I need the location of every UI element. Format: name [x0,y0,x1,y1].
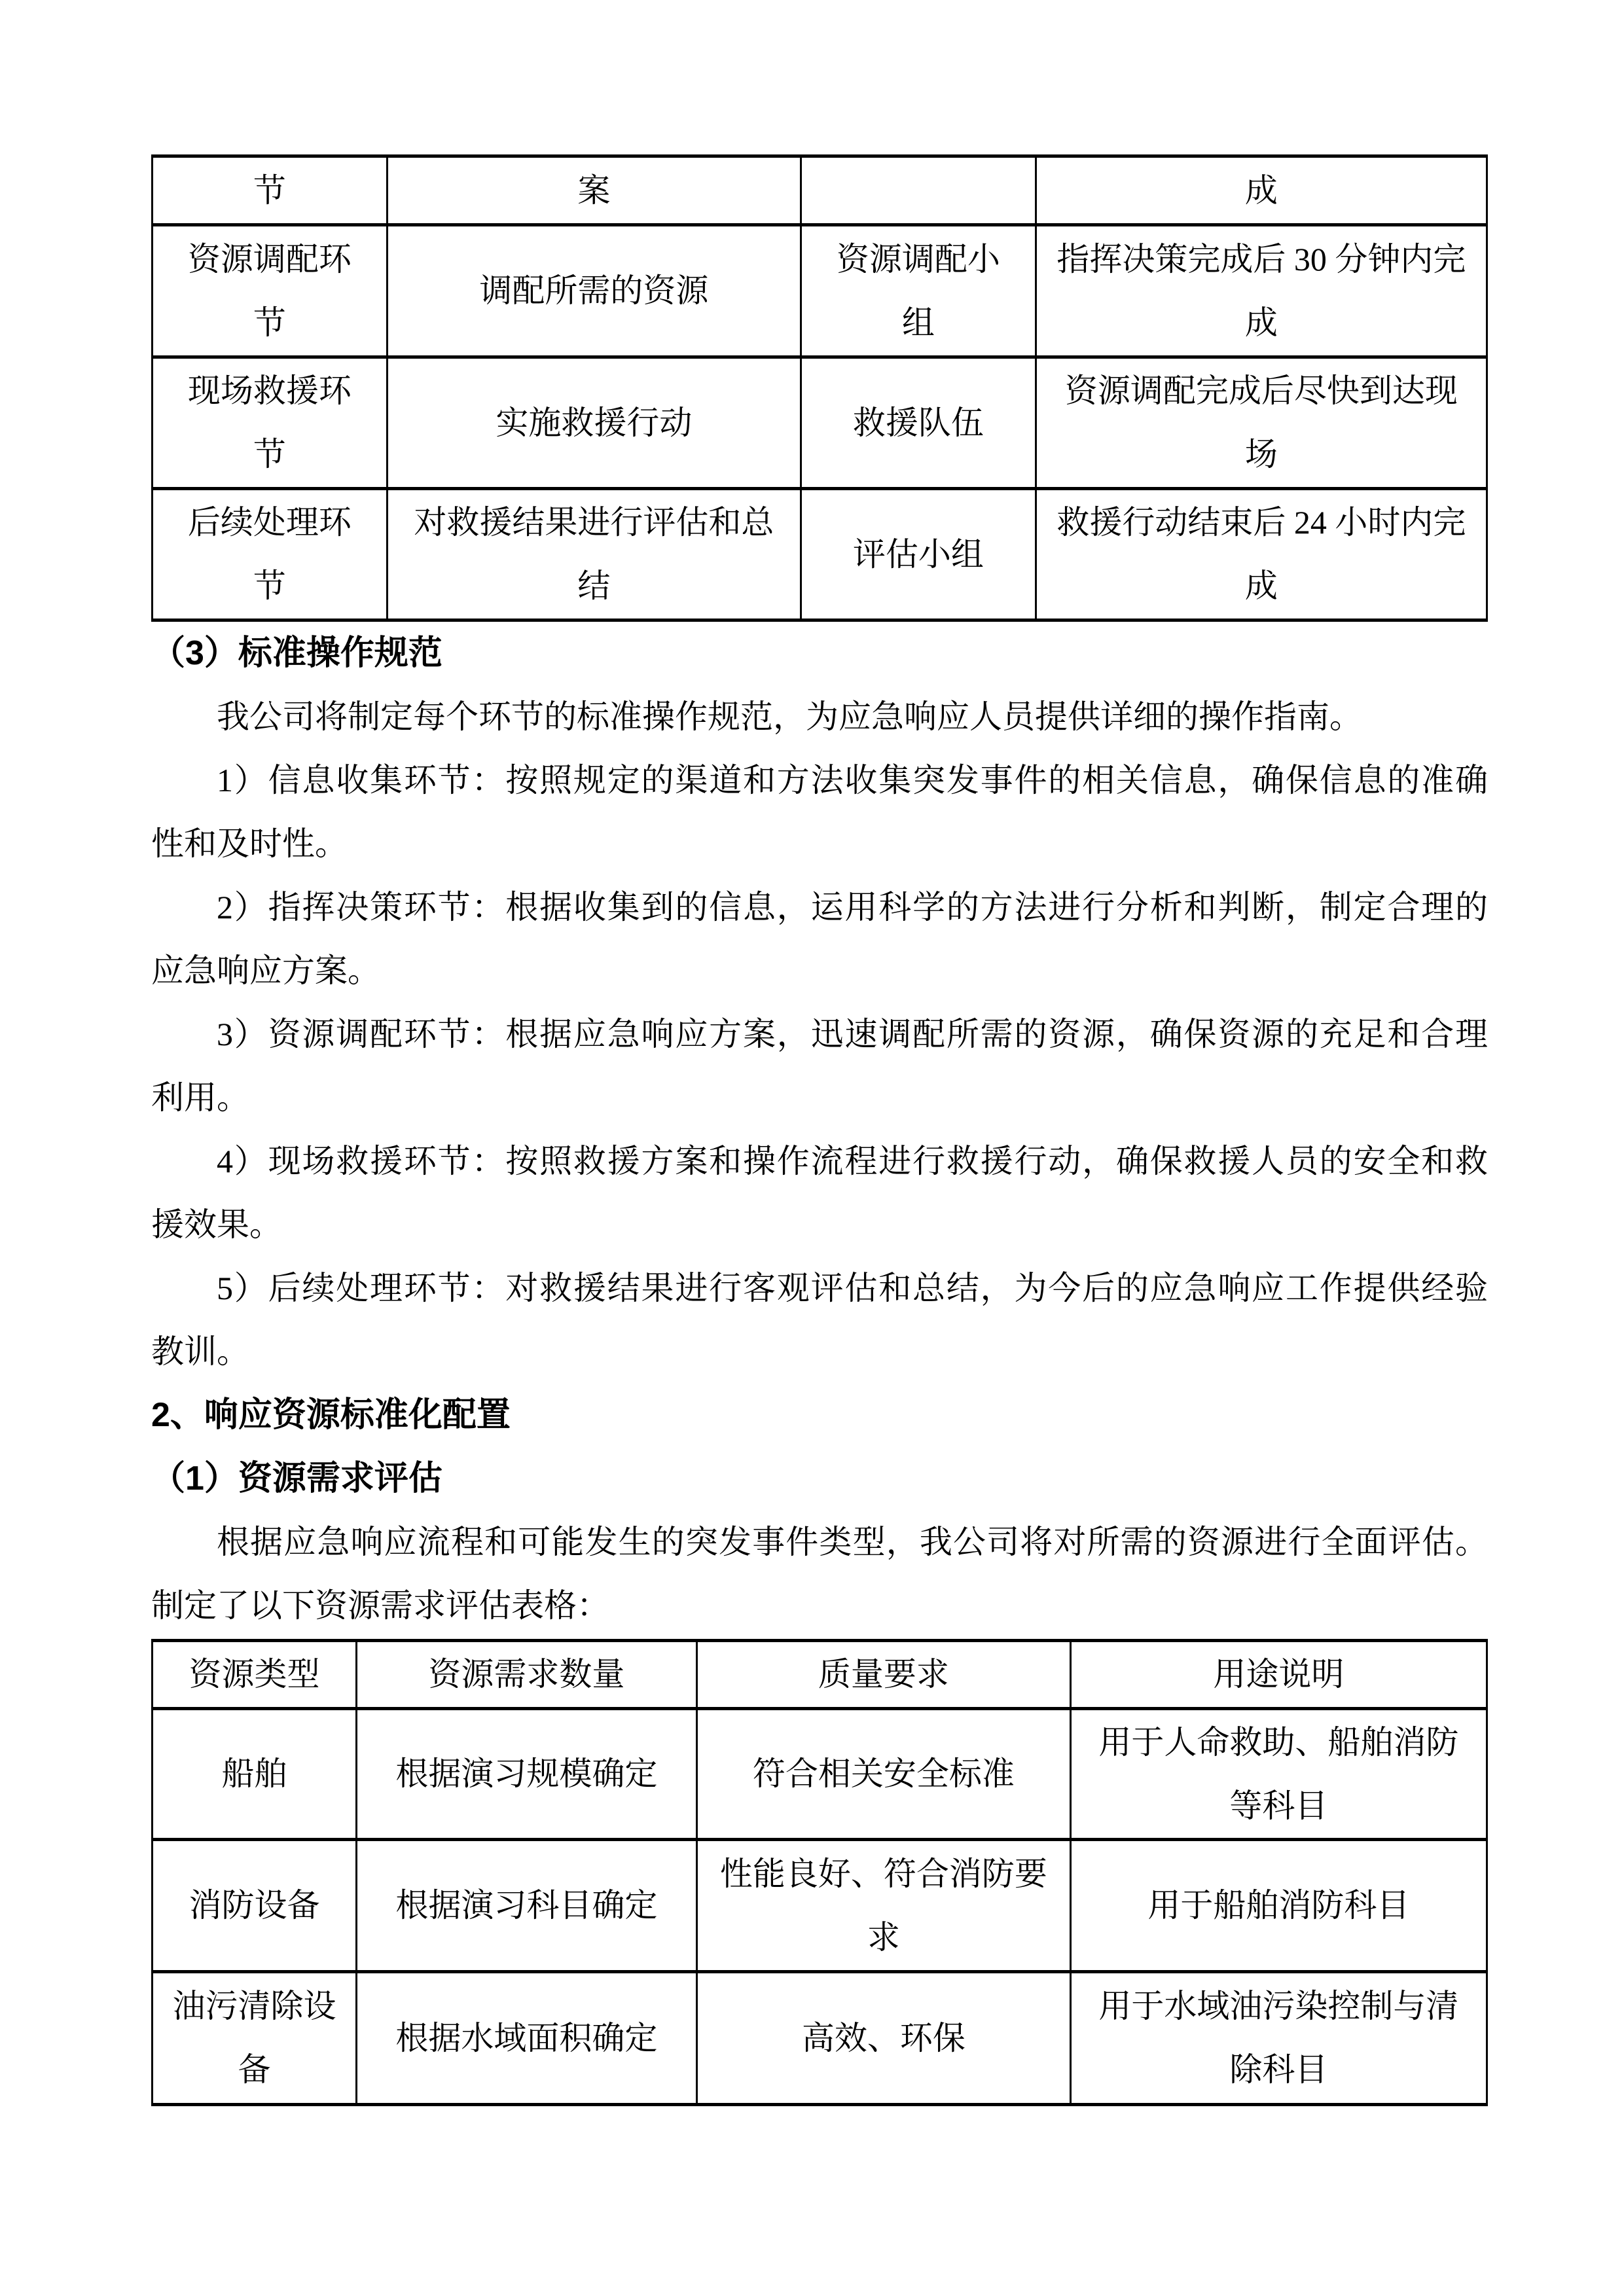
process-table-cell: 资源调配小组 [801,225,1036,357]
section-heading: （1）资源需求评估 [151,1460,442,1498]
resource-table-cell: 用于水域油污染控制与清除科目 [1070,1972,1487,2105]
process-table-cell: 资源调配完成后尽快到达现场 [1036,357,1487,489]
resource-table [151,1639,1488,2106]
paragraph-line: 我公司将制定每个环节的标准操作规范，为应急响应人员提供详细的操作指南。 [217,698,1362,735]
resource-table-cell: 根据水域面积确定 [356,1972,696,2105]
process-table-cell: 调配所需的资源 [387,225,801,357]
process-table-cell: 实施救援行动 [387,357,801,489]
paragraph-line: 4）现场救援环节：按照救援方案和操作流程进行救援行动，确保救援人员的安全和救 [217,1143,1488,1179]
process-table-row [153,489,1487,620]
resource-table-row [153,1972,1487,2105]
resource-table-cell: 船舶 [153,1709,357,1840]
process-table-cell: 救援队伍 [801,357,1036,489]
paragraph-line: 5）后续处理环节：对救援结果进行客观评估和总结，为今后的应急响应工作提供经验 [217,1270,1488,1306]
process-table-cell: 评估小组 [801,489,1036,620]
paragraph-line: 2）指挥决策环节：根据收集到的信息，运用科学的方法进行分析和判断，制定合理的 [217,889,1488,925]
paragraph-line: 3）资源调配环节：根据应急响应方案，迅速调配所需的资源，确保资源的充足和合理 [217,1016,1488,1052]
continued-process-table [151,154,1488,622]
body-text [151,622,1488,1638]
section-heading: 2、响应资源标准化配置 [151,1396,511,1434]
resource-table-header-cell: 用途说明 [1070,1641,1487,1709]
paragraph-line: 性和及时性。 [151,825,348,862]
process-table-header-cell: 成 [1036,156,1487,225]
paragraph-line: 应急响应方案。 [151,952,380,989]
resource-table-cell: 油污清除设备 [153,1972,357,2105]
resource-table-cell: 用于船舶消防科目 [1070,1840,1487,1972]
process-table-cell: 救援行动结束后 24 小时内完成 [1036,489,1487,620]
paragraph-line: 利用。 [151,1079,249,1116]
paragraph-line: 根据应急响应流程和可能发生的突发事件类型，我公司将对所需的资源进行全面评估。 [217,1524,1488,1560]
process-table-row [153,357,1487,489]
process-table-row [153,225,1487,357]
section-heading: （3）标准操作规范 [151,634,442,672]
continued-process-table-body [153,156,1487,620]
resource-table-header-row [153,1641,1487,1709]
paragraph-line: 1）信息收集环节：按照规定的渠道和方法收集突发事件的相关信息，确保信息的准确 [217,762,1488,798]
resource-table-cell: 高效、环保 [696,1972,1070,2105]
process-table-header-row [153,156,1487,225]
paragraph-line: 制定了以下资源需求评估表格： [151,1587,609,1624]
paragraph-line: 援效果。 [151,1206,282,1243]
resource-table-cell: 用于人命救助、船舶消防等科目 [1070,1709,1487,1840]
process-table-cell: 对救援结果进行评估和总结 [387,489,801,620]
process-table-header-cell [801,156,1036,225]
resource-table-header-cell: 资源需求数量 [356,1641,696,1709]
paragraph-line: 教训。 [151,1333,249,1370]
resource-table-row [153,1709,1487,1840]
process-table-cell: 指挥决策完成后 30 分钟内完成 [1036,225,1487,357]
resource-table-cell: 根据演习科目确定 [356,1840,696,1972]
resource-table-cell: 消防设备 [153,1840,357,1972]
resource-table-header-cell: 质量要求 [696,1641,1070,1709]
page-content [151,154,1488,2106]
process-table-header-cell: 案 [387,156,801,225]
resource-table-header-cell: 资源类型 [153,1641,357,1709]
resource-table-cell: 符合相关安全标准 [696,1709,1070,1840]
resource-table-cell: 根据演习规模确定 [356,1709,696,1840]
resource-table-row [153,1840,1487,1972]
resource-table-cell: 性能良好、符合消防要求 [696,1840,1070,1972]
process-table-cell: 后续处理环节 [153,489,388,620]
process-table-header-cell: 节 [153,156,388,225]
process-table-cell: 资源调配环节 [153,225,388,357]
process-table-cell: 现场救援环节 [153,357,388,489]
resource-table-body [153,1641,1487,2105]
